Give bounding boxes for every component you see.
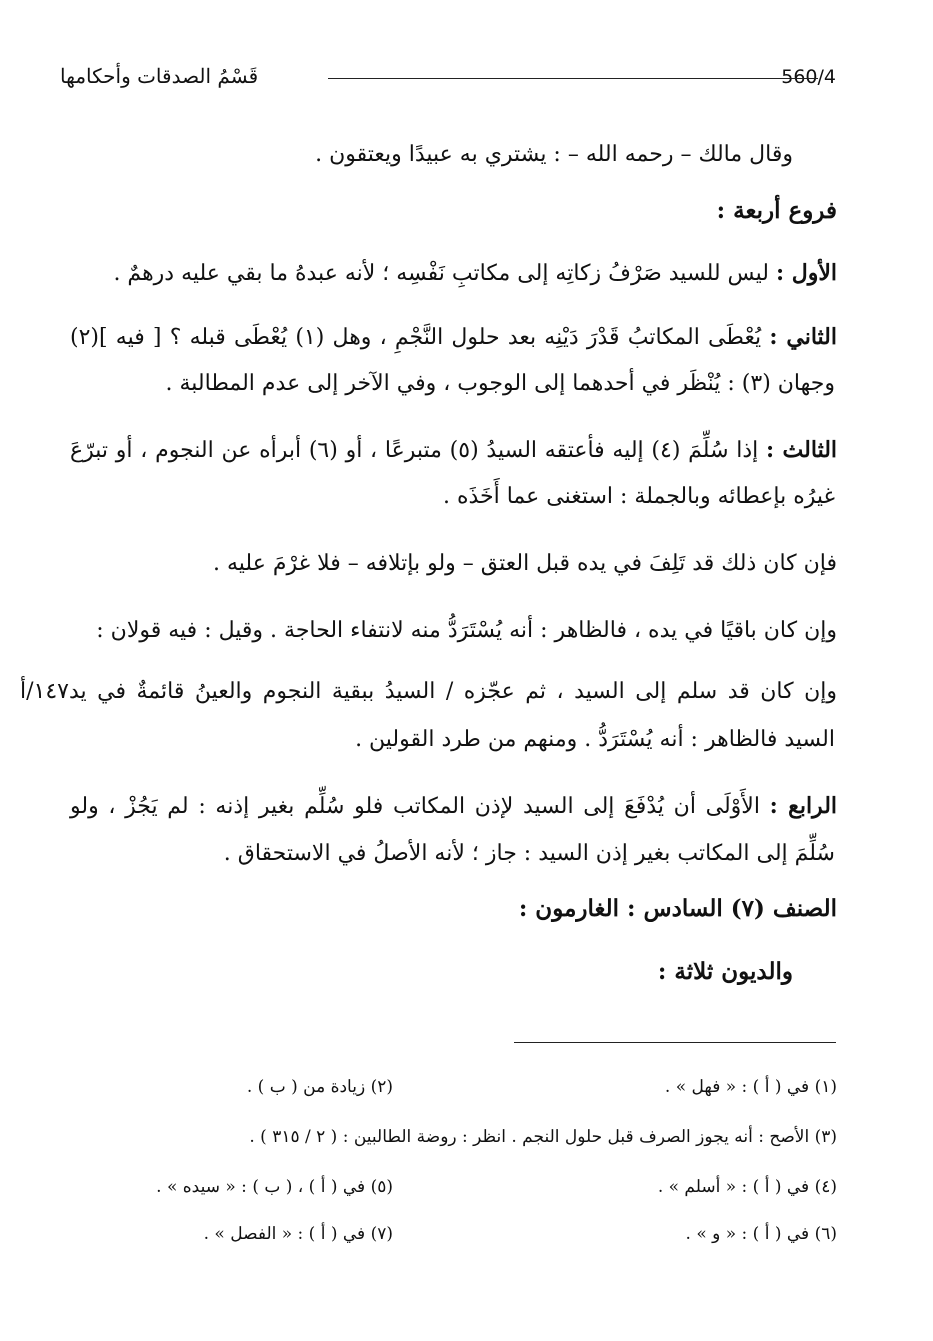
body-line [70, 433, 837, 468]
footnote: (٥) في ( أ ) ، ( ب ) : « سيده » . [156, 1177, 393, 1197]
item-label: الثالث : [766, 437, 838, 463]
footnote: (١) في ( أ ) : « فهل » . [664, 1077, 837, 1097]
header-rule [328, 78, 818, 79]
footnote-separator [514, 1042, 836, 1043]
body-line: السيد فالظاهر : أنه يُسْتَرَدُّ . ومنهم من طرد القولين . [355, 727, 835, 752]
section-heading: فروع أربعة : [716, 197, 837, 224]
footnote: (٢) زيادة من ( ب ) . [246, 1077, 393, 1097]
running-title: قَسْمُ الصدقات وأحكامها [60, 64, 259, 88]
body-line: وإن كان باقيًا في يده ، فالظاهر : أنه يُسْتَرَدُّ منه لانتفاء الحاجة . وقيل : فيه قولان : [96, 618, 837, 643]
body-line [113, 256, 837, 291]
footnote: (٦) في ( أ ) : « و » . [685, 1224, 837, 1244]
item-text: الأَوْلَى أن يُدْفَعَ إلى السيد لإذن المكاتب فلو سُلِّم بغير إذنه : لم يَجُزْ ، ولو [70, 794, 760, 819]
page-number: 560/4 [781, 66, 836, 88]
body-line: فإن كان ذلك قد تَلِفَ في يده قبل العتق – ولو بإتلافه – فلا غرْمَ عليه . [213, 551, 837, 576]
footnote: (٧) في ( أ ) : « الفصل » . [203, 1224, 393, 1244]
section-heading: والديون ثلاثة : [657, 958, 793, 985]
item-text: ليس للسيد صَرْفُ زكاتِه إلى مكاتبِ نَفْسِه ؛ لأنه عبدهُ ما بقي عليه درهمٌ . [113, 261, 769, 286]
body-line: وإن كان قد سلم إلى السيد ، ثم عجّزه / السيدُ ببقية النجوم والعينُ قائمةٌ في يد١٤٧/أ [20, 679, 837, 704]
body-line: غيرُه بإعطائه وبالجملة : استغنى عما أَخَذَه . [442, 484, 835, 509]
body-line: وجهان (٣) : يُنْظَر في أحدهما إلى الوجوب ، وفي الآخر إلى عدم المطالبة . [165, 371, 835, 396]
item-label: الثاني : [769, 324, 837, 350]
item-label: الرابع : [769, 793, 838, 819]
item-text: يُعْطَى المكاتبُ قَدْرَ دَيْنِه بعد حلول النَّجْمِ ، وهل (١) يُعْطَى قبله ؟ [ فيه ](٢) [70, 325, 762, 350]
footnote: (٣) الأصح : أنه يجوز الصرف قبل حلول النجم . انظر : روضة الطالبين : ( ٢ / ٣١٥ ) . [249, 1127, 837, 1147]
body-line: وقال مالك – رحمه الله – : يشتري به عبيدًا ويعتقون . [315, 142, 793, 167]
section-heading: الصنف (٧) السادس : الغارمون : [518, 895, 837, 922]
body-line [70, 789, 837, 824]
page-header [60, 62, 835, 102]
body-line: سُلِّمَ إلى المكاتب بغير إذن السيد : جاز ؛ لأنه الأصلُ في الاستحقاق . [223, 841, 835, 866]
body-line [70, 320, 837, 355]
item-text: إذا سُلِّمَ (٤) إليه فأعتقه السيدُ (٥) متبرعًا ، أو (٦) أبرأه عن النجوم ، أو تبرّعَ [70, 438, 759, 463]
item-label: الأول : [775, 260, 837, 286]
footnote: (٤) في ( أ ) : « أسلم » . [657, 1177, 837, 1197]
